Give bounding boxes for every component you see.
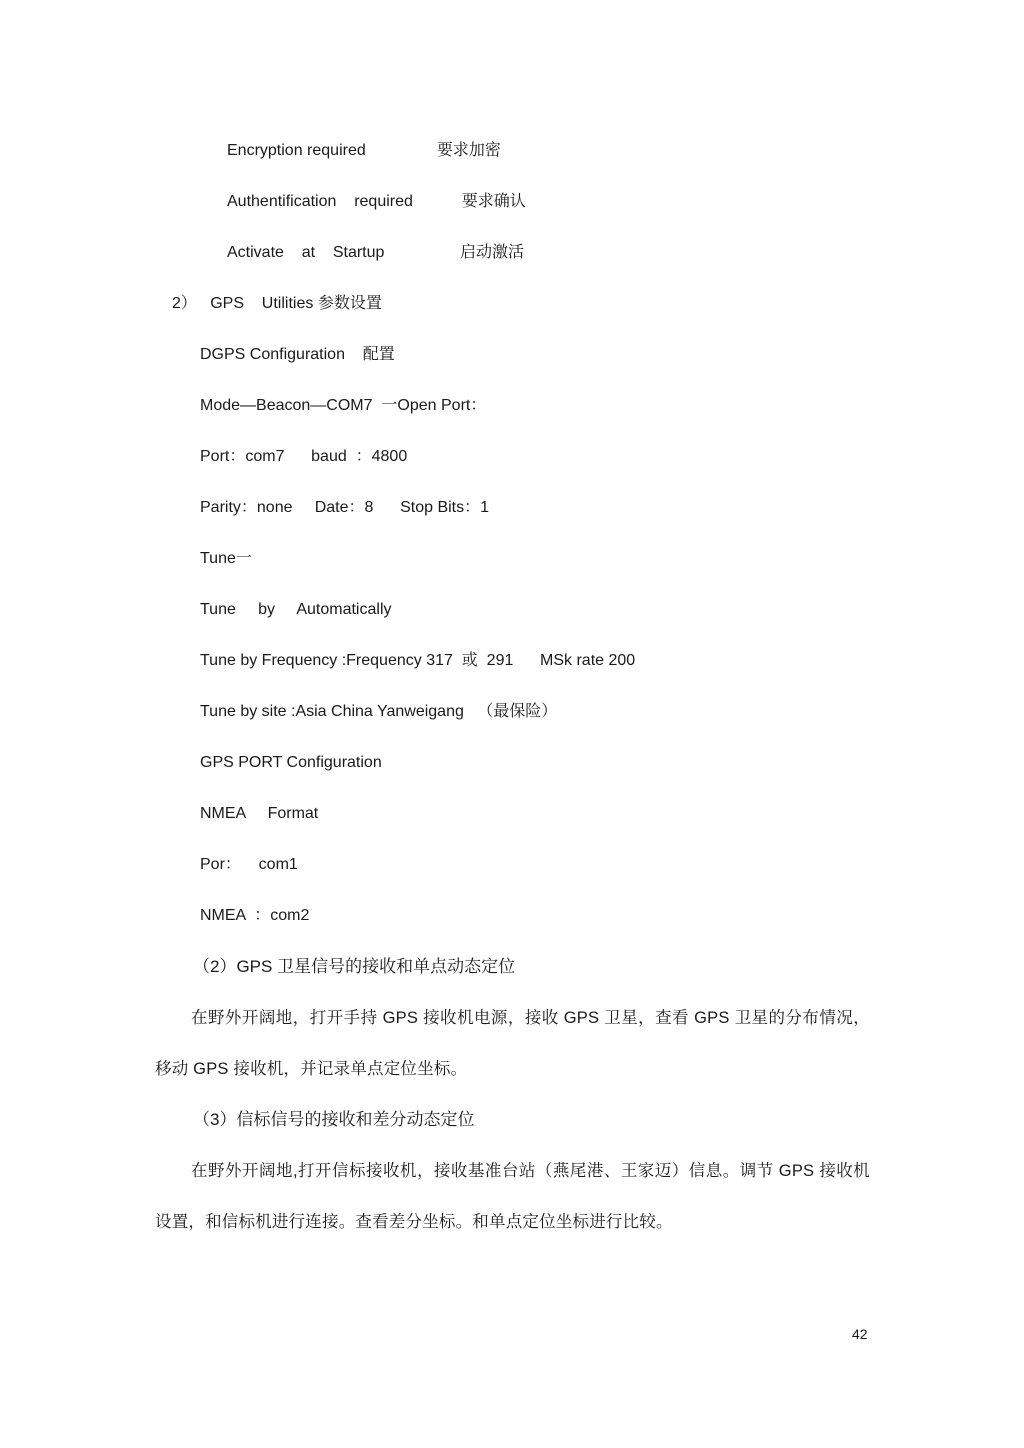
activate-at-startup-line: Activate at Startup 启动激活: [227, 244, 524, 261]
tune-site-line: Tune by site :Asia China Yanweigang （最保险）: [200, 703, 558, 720]
section-2-heading: （2）GPS 卫星信号的接收和单点动态定位: [193, 957, 516, 976]
page-number: 42: [852, 1326, 868, 1342]
gps-utilities-heading: 2） GPS Utilities 参数设置: [172, 295, 382, 312]
por-com1-line: Por： com1: [200, 856, 298, 873]
nmea-com2-line: NMEA ：com2: [200, 907, 310, 924]
tune-line: Tune一: [200, 550, 252, 567]
parity-line: Parity：none Date：8 Stop Bits：1: [200, 499, 490, 516]
nmea-format-line: NMEA Format: [200, 805, 319, 822]
section-2-paragraph: 在野外开阔地，打开手持 GPS 接收机电源，接收 GPS 卫星，查看 GPS 卫星的分布情况，移动 GPS 接收机，并记录单点定位坐标。: [155, 1009, 870, 1078]
authentification-required-line: Authentification required 要求确认: [227, 193, 526, 210]
tune-automatically-line: Tune by Automatically: [200, 601, 392, 618]
tune-frequency-line: Tune by Frequency :Frequency 317 或 291 MSk rate 200: [200, 652, 636, 669]
section-3-heading: （3）信标信号的接收和差分动态定位: [193, 1110, 475, 1129]
gps-port-configuration-line: GPS PORT Configuration: [200, 754, 382, 771]
encryption-required-line: Encryption required 要求加密: [227, 142, 501, 159]
section-3-paragraph: 在野外开阔地,打开信标接收机，接收基准台站（燕尾港、王家迈）信息。调节 GPS 接收机设置，和信标机进行连接。查看差分坐标。和单点定位坐标进行比较。: [155, 1162, 870, 1231]
port-baud-line: Port：com7 baud ：4800: [200, 448, 408, 465]
mode-line: Mode—Beacon—COM7 一Open Port：: [200, 397, 487, 414]
dgps-configuration-line: DGPS Configuration 配置: [200, 346, 395, 363]
